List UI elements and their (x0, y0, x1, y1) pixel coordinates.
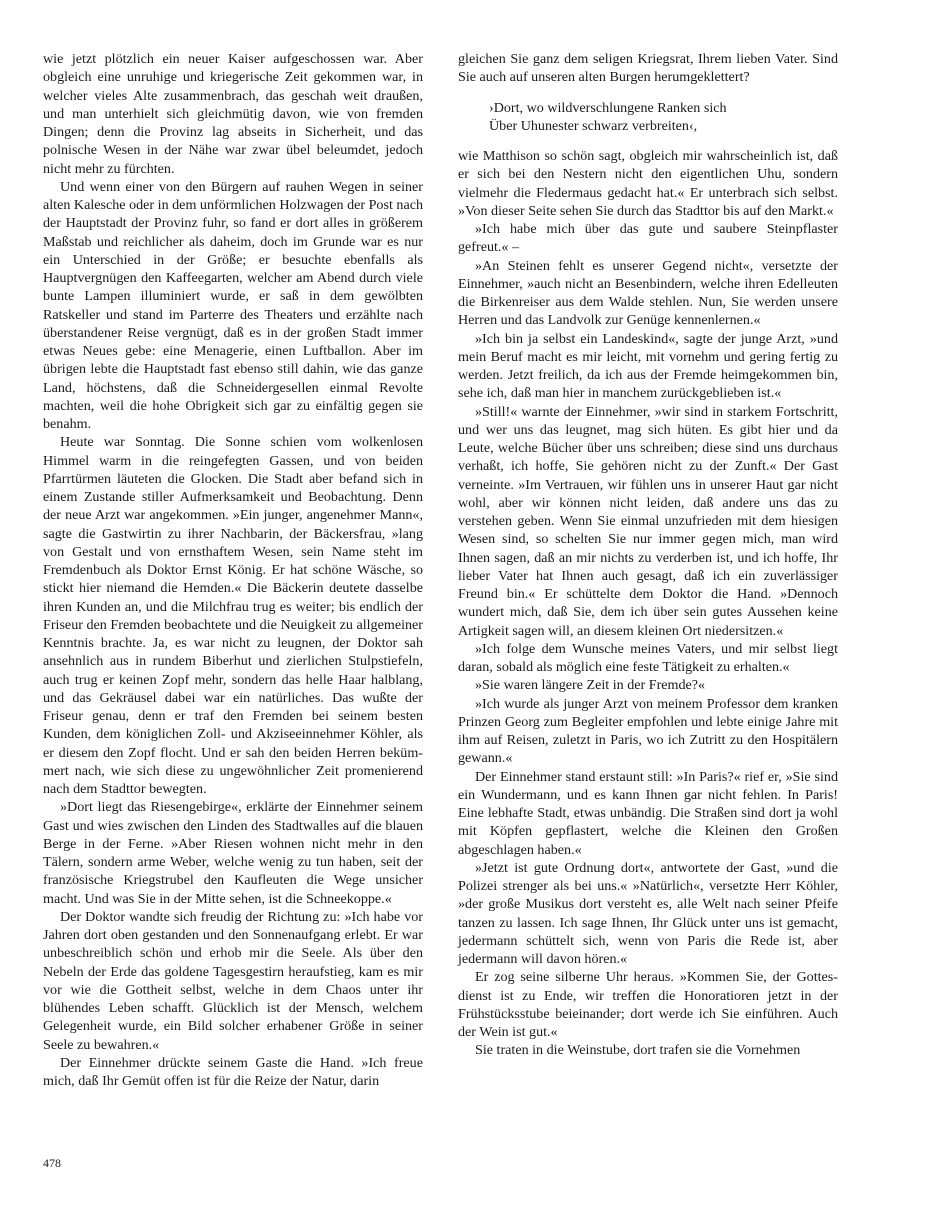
paragraph: Er zog seine silberne Uhr heraus. »Kommen Sie, der Gottesdienst ist zu Ende, wir treffen die Honoratioren jetzt in der Frühstücksstube beieinander; dort werde ich Sie einführen. Auch der Wein ist gut.« (458, 969, 838, 1040)
paragraph: »Jetzt ist gute Ordnung dort«, antwortete der Gast, »und die Polizei strenger als bei uns.« »Natürlich«, versetzte Herr Köhler, »der große Musikus dort versteht es, alle Welt nach seiner Pfeife tanzen zu lassen. Ich sage Ihnen, Ihr Glück unter uns ist gemacht, jedermann schüttelt sich, wenn von Paris die Rede ist, aber jedermann will davon hören.« (458, 859, 838, 967)
paragraph: »Ich folge dem Wunsche meines Vaters, und mir selbst liegt daran, sobald als möglich eine feste Tätigkeit zu erhalten.« (458, 640, 838, 675)
paragraph: »Ich bin ja selbst ein Landeskind«, sagte der junge Arzt, »und mein Beruf macht es mir leicht, mit vornehm und gering fertig zu werden. Jetzt freilich, da ich aus der Fremde heimgekommen bin, sehe ich, daß man hier in manchem zurückgeblieben ist.« (458, 330, 838, 402)
verse-quote (489, 99, 838, 136)
paragraph: »Ich habe mich über das gute und saubere Steinpflaster gefreut.« – (458, 221, 838, 256)
paragraph: wie jetzt plötzlich ein neuer Kaiser aufgeschossen war. Aber obgleich eine unruhige und kriegerische Zeit gekommen war, in welcher vieles Alte zusammenbrach, das geschah weit draußen, und man unterhielt sich gleichmütig davon, wie von fremden Dingen; denn die Provinz lag abseits in Sicherheit, und das polnische Wesen in der Nähe war zwar übel beleumdet, jedoch nicht mehr zu fürchten. (43, 51, 423, 177)
paragraph: Der Einnehmer stand erstaunt still: »In Paris?« rief er, »Sie sind ein Wundermann, und es kann Ihnen gar nicht fehlen. In Paris! Eine lebhafte Stadt, etwas unbändig. Die Straßen sind dort ja wohl mit Köpfen gepflastert, welche die Kleinen den Großen abgeschlagen haben.« (458, 768, 838, 858)
paragraph: Sie traten in die Weinstube, dort trafen sie die Vornehmen (475, 1042, 801, 1059)
paragraph: »Still!« warnte der Einnehmer, »wir sind in starkem Fortschritt, und wer uns das leugnet, mag sich hüten. Es gibt hier und da Leute, welche Bücher über uns schreiben; diese sind uns durchaus verhaßt, ich hoffe, Sie gehören nicht zu der Zunft.« Der Gast verneinte. »Im Vertrauen, wir fühlen uns in unserer Haut gar nicht wohl, aber wir können nicht leiden, daß andere uns das zu verstehen geben. Wenn Sie einmal unzufrieden mit dem hiesigen Wesen sind, so schelten Sie nur immer gegen mich, man wird Ihnen sagen, daß an mir nichts zu verderben ist, und ich hoffe, Ihr lieber Vater hat Ihnen auch gesagt, daß ich ein zuverlässiger Freund bin.« Er schüttelte dem Doktor die Hand. »Dennoch wundert mich, daß Sie, dem ich über sein gutes Aussehen keine Artigkeit sagen will, an diesem kleinen Ort niedersitzen.« (458, 403, 838, 639)
left-column (43, 50, 423, 1090)
paragraph: gleichen Sie ganz dem seligen Kriegsrat, Ihrem lieben Vater. Sind Sie auch auf unseren alten Burgen herumgeklettert? (458, 51, 838, 86)
page-number: 478 (43, 1156, 61, 1170)
paragraph: »Sie waren längere Zeit in der Fremde?« (475, 677, 706, 694)
paragraph: »Dort liegt das Riesengebirge«, erklärte der Einnehmer seinem Gast und wies zwischen den Linden des Stadtwalles auf die blauen Berge in der Ferne. »Aber Riesen wohnen nicht mehr in den Tälern, sondern arme Weber, welche wenig zu tun haben, seit der französische Kriegstrubel den Kaufleuten die Wege unsicher macht. Und was Sie in der Mitte sehen, ist die Schneekoppe.« (43, 799, 423, 907)
paragraph: »An Steinen fehlt es unserer Gegend nicht«, versetzte der Einnehmer, »auch nicht an Besenbindern, welche ihren Edelleuten die Birkenreiser aus dem Walde stehlen. Nun, Sie werden unsere Herren und das Landvolk zur Genüge kennenlernen.« (458, 257, 838, 329)
paragraph: wie Matthison so schön sagt, obgleich mir wahrscheinlich ist, daß er sich bei den Nestern nicht den eigentlichen Uhu, sondern vielmehr die Fledermaus gedacht hat.« Er unterbrach sich selbst. »Von dieser Seite sehen Sie durch das Stadttor bis auf den Markt.« (458, 148, 838, 219)
paragraph: Der Doktor wandte sich freudig der Richtung zu: »Ich habe vor Jahren dort oben gestanden und den Sonnenaufgang erlebt. Er war unbeschreiblich schön und erhob mir die Seele. Als über den Nebeln der Erde das goldene Tagesgestirn heraufstieg, kam es mir vor wie die Gottheit selbst, welche in dem Chaos unter ihr blühendes Leben schafft. Glücklich ist der Mensch, welchem Gelegenheit wurde, ein Bild solcher erhabener Größe in seiner Seele zu bewahren.« (43, 908, 423, 1053)
verse-line: Über Uhunester schwarz verbreiten‹, (489, 117, 698, 134)
verse-line: ›Dort, wo wildverschlungene Ranken sich (489, 99, 727, 116)
right-column (458, 50, 838, 1060)
paragraph: »Ich wurde als junger Arzt von meinem Professor dem kranken Prinzen Georg zum Begleiter empfohlen und lebte einige Jahre mit ihm auf Reisen, zuletzt in Paris, wo ich Zutritt zu den Hospitälern gewann.« (458, 695, 838, 767)
paragraph: Der Einnehmer drückte seinem Gaste die Hand. »Ich freue mich, daß Ihr Gemüt offen ist für die Reize der Natur, darin (43, 1054, 423, 1089)
paragraph: Heute war Sonntag. Die Sonne schien vom wolkenlosen Himmel warm in die reingefegten Gassen, und von beiden Pfarrtürmen läuteten die Glocken. Die Stadt aber befand sich in einem Zustande stiller Aufmerksamkeit und Beobachtung. Denn der neue Arzt war angekommen. »Ein junger, angenehmer Mann«, sagte die Gastwirtin zu ihrer Nachbarin, der Bäckersfrau, »lang von Gestalt und von ernsthaftem Wesen, sein Name steht im Fremdenbuch als Doktor Ernst König. Er hat schöne Wäsche, so stickt hier niemand die Hemden.« Die Bäckerin deutete dasselbe ihren Kunden an, und die Milchfrau trug es weiter; bis endlich der Friseur den Fremden beobachtete und die Neuigkeit zu allgemeiner Kenntnis brachte. Ja, es war nicht zu leugnen, der Doktor sah ansehnlich aus in rundem Biberhut und zierlichen Stulpstiefeln, auch trug er keinen Zopf mehr, sondern das helle Haar halblang, und das Gekräusel dabei war ein natürliches. Das wußte der Friseur genau, denn er traf den Fremden bei seinem besten Kunden, dem königlichen Zoll- und Akziseeinnehmer Köhler, als er diesem den Zopf flocht. Und er sah den beiden Herren bekümmert nach, wie sich diese zu ungewöhnlicher Zeit promenierend nach dem Stadttor bewegten. (43, 434, 423, 797)
paragraph: Und wenn einer von den Bürgern auf rauhen Wegen in seiner alten Kalesche oder in dem unförmlichen Holzwagen der Post nach der Hauptstadt der Provinz fuhr, so fand er dort alles in größerem Maßstab und reichlicher als daheim, doch im Grunde war es nur ein Unterschied in der Größe; er besuchte ebenfalls als Hauptvergnügen den Kaffeegarten, welcher am Abend durch viele bunte Lampen illuminiert wurde, er saß in dem gewölbten Ratskeller und stand im Parterre des Theaters und erzählte nach überstandener Reise vergnügt, daß es in der großen Stadt immer etwas Neues gebe: eine Menagerie, einen Luftballon. Aber im übrigen lebte die Hauptstadt fast ebenso still dahin, wie das ganze Land, höchstens, daß die Schneidergesellen einmal Revolte machten, weil die hohe Obrigkeit sich gar zu einfältig gegen sie benahm. (43, 178, 424, 432)
